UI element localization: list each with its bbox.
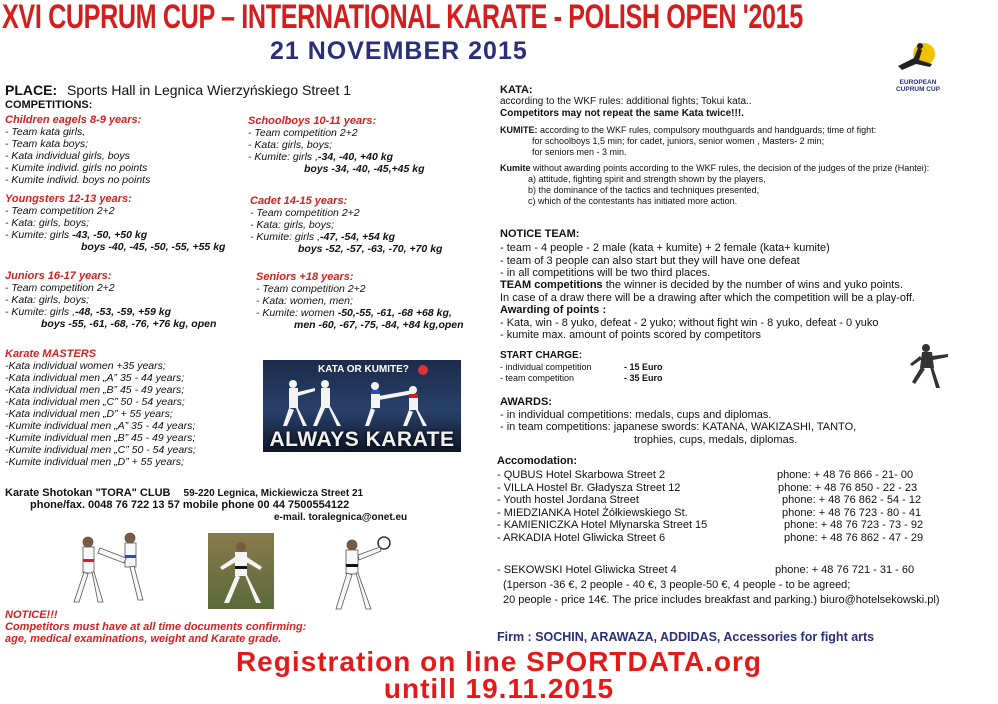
charge-name: - individual competition [500,362,592,372]
group-line: - Kata: women, men; [256,295,353,307]
hotel-name: - Youth hostel Jordana Street [497,494,639,507]
karate-stance-photo [208,533,274,609]
group-title: Juniors 16-17 years: [5,270,112,282]
hotel-name: - QUBUS Hotel Skarbowa Street 2 [497,469,666,481]
kata-line-bold: Competitors may not repeat the same Kata twice!!!. [500,108,744,119]
group-title: Seniors +18 years: [256,271,354,283]
club-phone: phone/fax. 0048 76 722 13 57 mobile phone 00 44 7500554122 [30,499,350,511]
awards-line: - in individual competitions: medals, cups and diplomas. [500,408,772,421]
kumite-weights-boys: boys -34, -40, -45,+45 kg [304,163,425,175]
notice-line: Competitors must have at all time documents confirming: [5,621,307,633]
notice-team-line: - team of 3 people can also start but they will have one defeat [500,254,800,267]
hotel-row [497,481,918,495]
masters-line: -Kumite individual men „C” 50 - 54 years; [5,444,196,456]
hotel-row [497,469,914,482]
hotel-phone: phone: + 48 76 866 - 21- 00 [777,469,914,481]
kumite-label-2: Kumite [500,163,531,173]
notice-team-label: NOTICE TEAM [500,228,576,240]
kumite-label: KUMITE: [500,125,538,135]
start-charge-label: START CHARGE: [500,350,583,361]
awards-line: trophies, cups, medals, diplomas. [634,433,798,446]
kumite-label: - Kumite: girls , [248,151,319,163]
hotel-name: - ARKADIA Hotel Gliwicka Street 6 [497,531,666,544]
awarding-line: - Kata, win - 8 yuko, defeat - 2 yuko; without fight win - 8 yuko, defeat - 0 yuko [500,316,879,329]
group-line: - Team competition 2+2 [250,207,360,219]
firm-line: Firm : SOCHIN, ARAWAZA, ADDIDAS, Accessories for fight arts [497,630,875,644]
fighter-silhouette [906,342,952,392]
hotel-row [497,531,924,545]
hantei-criterion: a) attitude, fighting spirit and strength shown by the players, [528,174,766,184]
logo-text-1: EUROPEAN [899,79,937,86]
kumite-text: according to the WKF rules, compulsory mouthguards and handguards; time of fight: [540,125,877,135]
club-email: e-mail. toralegnica@onet.eu [274,512,408,523]
group-juniors [5,270,216,330]
notice-line: age, medical examinations, weight and Karate grade. [5,633,282,645]
kata-label: KATA: [500,84,533,96]
group-line: - Kata: girls, boys; [250,219,335,231]
group-line: - Kata individual girls, boys [5,150,130,162]
hotel-phone: phone: + 48 76 723 - 80 - 41 [782,506,922,519]
logo-text-2: CUPRUM CUP [895,86,941,93]
kumite-weights-men: men -60, -67, -75, -84, +84 kg,open [294,319,464,331]
hotel-name: - MIEDZIANKA Hotel Żółkiewskiego St. [497,506,688,519]
kumite-label: - Kumite: girls , [250,231,321,243]
group-line: - Team competition 2+2 [5,205,115,217]
group-seniors [256,271,464,331]
kata-kumite-poster [263,360,461,452]
hotel-phone: phone: + 48 76 862 - 47 - 29 [784,531,924,544]
registration-deadline: untill 19.11.2015 [383,673,615,704]
kumite-label: - Kumite: women [256,307,338,319]
masters-line: -Kata individual women +35 years; [5,360,166,372]
kumite-label: - Kumite: girls [5,229,73,241]
masters-line: -Kata individual men „A” 35 - 44 years; [5,372,185,384]
kumite-label: - Kumite: girls , [5,306,76,318]
karate-kick-photo [60,528,160,606]
group-line: - Kumite individ. boys no points [5,174,151,186]
accommodation-label: Accomodation: [497,455,578,467]
group-line: - Team kata boys; [5,138,89,150]
notice-team-line: - in all competitions will be two third places. [500,267,711,279]
group-line: - Team competition 2+2 [5,282,115,294]
kumite-weights: -34, -40, +40 kg [318,151,394,163]
charge-row [500,373,663,384]
group-line: - Kata: girls, boys; [5,294,90,306]
registration-line: Registration on line SPORTDATA.org [235,646,763,677]
hotel-row [497,519,924,532]
group-youngsters [5,193,225,253]
karate-kick-icon [888,40,948,74]
group-line: - Kata: girls, boys; [248,139,333,151]
club-line [5,487,363,499]
kumite-weights: -47, -54, +54 kg [320,231,396,243]
group-title: Youngsters 12-13 years: [5,193,132,205]
masters-line: -Kata individual men „C” 50 - 54 years; [5,396,185,408]
club-address: 59-220 Legnica, Mickiewicza Street 21 [183,488,364,499]
competitions-label: COMPETITIONS: [5,99,93,111]
hotel-phone: phone: + 48 76 850 - 22 - 23 [778,481,918,494]
notice-team-block: NOTICE TEAM: - team - 4 people - 2 male (kata + kumite) + 2 female (kata+ kumite) - team of 3 people can also start but they will have one defeat - in all competitions will be two third places. [500,228,830,279]
hantei-criterion: c) which of the contestants has initiated more action. [528,196,738,206]
kata-line: according to the WKF rules: additional fights; Tokui kata.. [500,96,752,107]
team-competitions-block [500,279,915,342]
kumite-weights: -50,-55, -61, -68 +68 kg, [337,307,452,319]
kumite-weights-boys: boys -52, -57, -63, -70, +70 kg [298,243,443,255]
notice-title: NOTICE!!! [5,609,58,621]
awarding-line: - kumite max. amount of points scored by competitors [500,329,762,341]
hotel-phone: phone: + 48 76 862 - 54 - 12 [782,494,922,507]
group-masters [5,348,196,468]
kumite-text: without awarding points according to the WKF rules, the decision of the judges of the prize (Hantei): [533,163,930,173]
group-schoolboys [248,115,425,175]
poster-top-text: KATA OR KUMITE? [318,364,409,375]
hotel-row [497,494,922,507]
hotel-phone: phone: + 48 76 721 - 31 - 60 [775,564,915,576]
kata-block [500,84,752,120]
cuprum-cup-logo [888,40,948,93]
poster-bottom-text: ALWAYS KARATE [269,428,455,451]
kumite-text: for seniors men - 3 min. [532,147,627,157]
notice-team-line: - team - 4 people - 2 male (kata + kumite) + 2 female (kata+ kumite) [500,242,830,254]
masters-line: -Kumite individual men „B” 45 - 49 years; [5,432,196,444]
place-label: PLACE: [5,82,58,98]
awards-line: - in team competitions: japanese swords: KATANA, WAKIZASHI, TANTO, [500,421,857,433]
group-line: - Team competition 2+2 [256,283,366,295]
masters-line: -Kata individual men „B” 45 - 49 years; [5,384,185,396]
kumite-weights-boys: boys -55, -61, -68, -76, +76 kg, open [41,318,217,330]
kumite-text: for schoolboys 1,5 min; for cadet, juniors, senior women , Masters- 2 min; [532,136,825,146]
kumite-weights: -43, -50, +50 kg [72,229,148,241]
notice-block [5,609,306,645]
masters-line: -Kata individual men „D” + 55 years; [5,408,173,420]
awards-label: AWARDS: [500,396,552,408]
sekowski-row [497,564,977,577]
team-comp-label: TEAM competitions [500,279,603,291]
group-cadet [250,195,442,255]
hotel-row [497,506,922,520]
hotel-name: - VILLA Hostel Br. Gładysza Street 12 [497,481,681,494]
awards-block [500,396,856,446]
poster-title: XVI CUPRUM CUP – INTERNATIONAL KARATE - POLISH OPEN '2015 [2,0,803,36]
group-title: Schoolboys 10-11 years: [248,115,377,127]
masters-line: -Kumite individual men „D” + 55 years; [5,456,184,468]
hotel-name: - KAMIENICZKA Hotel Młynarska Street 15 [497,519,708,532]
hotel-name: - SEKOWSKI Hotel Gliwicka Street 4 [497,564,677,576]
group-line: - Team competition 2+2 [248,127,358,139]
place-value: Sports Hall in Legnica Wierzyńskiego Street 1 [67,82,352,98]
masters-line: -Kumite individual men „A” 35 - 44 years; [5,420,196,432]
charge-price: - 35 Euro [624,373,663,383]
charge-name: - team competition [500,373,575,383]
kumite-weights: -48, -53, -59, +59 kg [75,306,172,318]
sekowski-prices: 20 people - price 14€. The price includes breakfast and parking.) biuro@hotelsekowski.pl) [503,594,940,606]
registration-banner [0,648,998,702]
hantei-criterion: b) the dominance of the tactics and techniques presented, [528,185,760,195]
kumite-weights-boys: boys -40, -45, -50, -55, +55 kg [81,241,226,253]
hotel-list [497,469,924,545]
group-line: - Kata: girls, boys; [5,217,90,229]
start-charge-block [500,350,663,384]
event-date: 21 NOVEMBER 2015 [270,37,528,65]
charge-price: - 15 Euro [624,362,663,372]
group-line: - Kumite individ. girls no points [5,162,148,174]
charge-row [500,362,663,373]
group-title: Karate MASTERS [5,348,97,360]
hotel-phone: phone: + 48 76 723 - 73 - 92 [784,519,924,532]
sekowski-prices: (1person -36 €, 2 people - 40 €, 3 people-50 €, 4 people - to be agreed; [503,579,851,591]
karate-block-photo [322,533,396,613]
awarding-label: Awarding of points : [500,304,607,316]
team-comp-text: In case of a draw there will be a drawing after which the competition will be a play-off. [500,291,915,304]
group-title: Children eagels 8-9 years: [5,114,142,126]
team-comp-text: the winner is decided by the number of wins and yuko points. [602,279,903,291]
group-title: Cadet 14-15 years: [250,195,348,207]
place-line [5,82,351,98]
group-line: - Team kata girls, [5,126,86,138]
group-eagles [5,114,150,186]
kumite-block [500,125,929,207]
club-name: Karate Shotokan "TORA" CLUB [5,487,171,499]
